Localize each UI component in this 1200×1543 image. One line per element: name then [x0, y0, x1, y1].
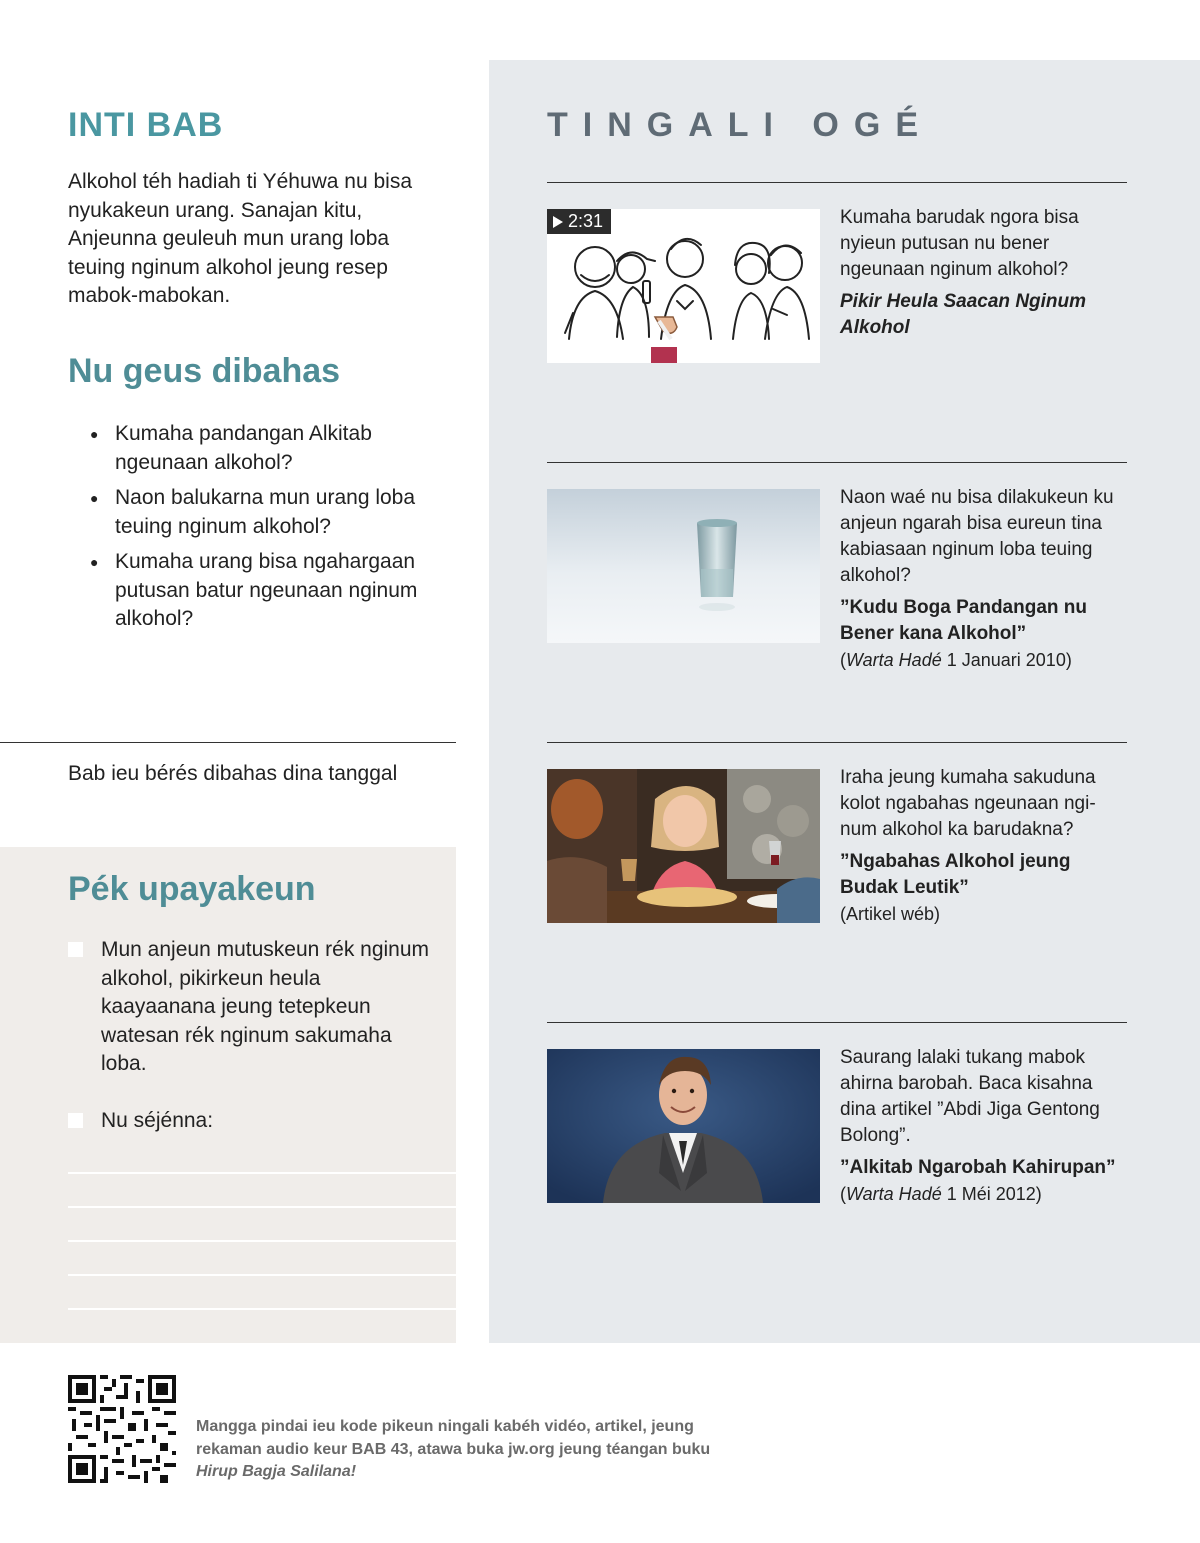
- entry-source: (Artikel wéb): [840, 904, 941, 924]
- qr-code-icon[interactable]: [68, 1375, 176, 1483]
- divider: [547, 1022, 1127, 1023]
- checkbox[interactable]: [68, 942, 83, 957]
- discussed-item: ● Naon balukarna mun urang loba teuing nginum alkohol?: [90, 484, 455, 541]
- publication-date: 1 Méi 2012: [946, 1184, 1036, 1204]
- see-also-entry: [840, 485, 1132, 673]
- writing-line[interactable]: [68, 1206, 456, 1208]
- checklist-item-label: Nu séjénna:: [101, 1109, 214, 1132]
- video-duration-badge: [547, 209, 611, 234]
- divider: [547, 742, 1127, 743]
- discussed-item: ● Kumaha urang bisa ngahargaan putusan batur ngeunaan nginum alkohol?: [90, 548, 455, 634]
- divider: [547, 462, 1127, 463]
- entry-source: (Warta Hadé 1 Januari 2010): [840, 650, 1072, 670]
- entry-description: Saurang lalaki tukang mabok ahirna barobah. Baca kisahna dina artikel ”Abdi Jiga Gentong Bolong”.: [840, 1047, 1100, 1146]
- entry-title-link[interactable]: ”Ngabahas Alkohol jeung Budak Leutik”: [840, 851, 1071, 898]
- entry-source: (Warta Hadé 1 Méi 2012): [840, 1184, 1042, 1204]
- writing-line[interactable]: [68, 1308, 456, 1310]
- see-also-entry: [840, 1045, 1132, 1207]
- publication-date: 1 Januari 2010: [946, 650, 1066, 670]
- article-thumbnail[interactable]: [547, 769, 820, 923]
- discussed-item: ● Kumaha pandangan Alkitab ngeunaan alkohol?: [90, 420, 455, 477]
- try-this-heading: Pék upayakeun: [68, 870, 316, 908]
- see-also-heading: TINGALI OGÉ: [547, 106, 933, 144]
- article-thumbnail[interactable]: [547, 1049, 820, 1203]
- try-this-panel: [0, 847, 456, 1343]
- video-thumbnail[interactable]: [547, 209, 820, 363]
- publication-name: Warta Hadé: [846, 1184, 942, 1204]
- divider: [547, 182, 1127, 183]
- checklist-item[interactable]: [68, 1107, 438, 1136]
- writing-line[interactable]: [68, 1274, 456, 1276]
- entry-description: Iraha jeung kumaha sakuduna kolot ngabahas ngeunaan ngi-num alkohol ka barudakna?: [840, 767, 1096, 840]
- divider: [0, 742, 456, 743]
- video-duration: 2:31: [568, 211, 604, 231]
- see-also-entry: [840, 205, 1132, 341]
- key-point-text: Alkohol téh hadiah ti Yéhuwa nu bisa nyukakeun urang. Sanajan kitu, Anjeunna geuleuh mun urang loba teuing nginum alkohol jeung resep mabok-mabokan.: [68, 170, 413, 307]
- entry-description: Naon waé nu bisa dilakukeun ku anjeun ngarah bisa eureun tina kabiasaan nginum loba teuing alkohol?: [840, 487, 1114, 586]
- checkbox[interactable]: [68, 1113, 83, 1128]
- checklist-item-label: Mun anjeun mutuskeun rék nginum alkohol, pikirkeun heula kaayaanana jeung tetepkeun watesan rék nginum sakumaha loba.: [101, 938, 430, 1075]
- checklist-item[interactable]: [68, 936, 438, 1079]
- key-point-heading: INTI BAB: [68, 106, 224, 144]
- girl-at-dinner-table-image: [547, 769, 820, 923]
- play-icon: [553, 216, 563, 228]
- writing-line[interactable]: [68, 1172, 456, 1174]
- smiling-man-portrait-image: [547, 1049, 820, 1203]
- publication-name: Warta Hadé: [846, 650, 942, 670]
- discussed-heading: Nu geus dibahas: [68, 352, 341, 390]
- entry-title-link[interactable]: Pikir Heula Saacan Nginum Alkohol: [840, 291, 1087, 338]
- entry-title-link[interactable]: ”Alkitab Ngarobah Kahirupan”: [840, 1157, 1116, 1178]
- footer-instructions: [196, 1416, 716, 1484]
- completed-date-label: Bab ieu bérés dibahas dina tanggal: [68, 762, 398, 785]
- entry-title-link[interactable]: ”Kudu Boga Pandangan nu Bener kana Alkohol”: [840, 597, 1087, 644]
- footer-text: Mangga pindai ieu kode pikeun ningali kabéh vidéo, artikel, jeung rekaman audio keur BAB 43, atawa buka jw.org jeung téangan buku: [196, 1418, 711, 1458]
- book-title: Hirup Bagja Salilana!: [196, 1463, 357, 1480]
- entry-description: Kumaha barudak ngora bisa nyieun putusan nu bener ngeunaan nginum alkohol?: [840, 207, 1079, 280]
- see-also-entry: [840, 765, 1132, 927]
- glass-of-water-image: [547, 489, 820, 643]
- writing-line[interactable]: [68, 1240, 456, 1242]
- discussed-list: [90, 420, 455, 641]
- article-thumbnail[interactable]: [547, 489, 820, 643]
